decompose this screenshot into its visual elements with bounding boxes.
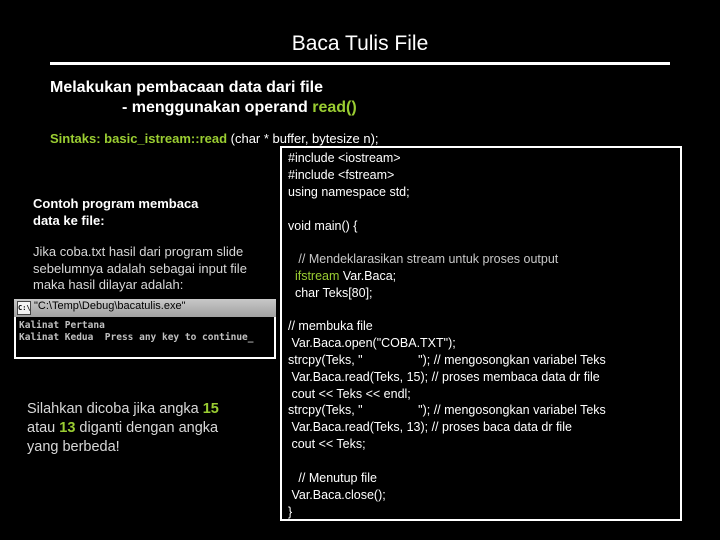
syntax-label: Sintaks: basic_istream::read (50, 131, 228, 146)
code-read-1: Var.Baca.read(Teks, 15); // proses membaca data dr file (288, 370, 600, 384)
code-cout-2: cout << Teks; (288, 437, 366, 451)
silahkan-text (27, 400, 219, 457)
title-divider (50, 62, 670, 65)
code-comment-open: // membuka file (288, 319, 373, 333)
code-cout-1: cout << Teks << endl; (288, 387, 411, 401)
code-read-2: Var.Baca.read(Teks, 13); // proses baca data dr file (288, 420, 572, 434)
code-open: Var.Baca.open("COBA.TXT"); (288, 336, 456, 350)
code-close: Var.Baca.close(); (288, 488, 386, 502)
code-using-namespace: using namespace std; (288, 185, 410, 199)
jika-text (33, 244, 247, 294)
subtitle-line1: Melakukan pembacaan data dari file (50, 79, 323, 96)
silahkan-prefix: Silahkan dicoba jika angka (27, 401, 203, 417)
number-15: 15 (202, 401, 219, 417)
silahkan-line2 (27, 419, 219, 438)
jika-line3: maka hasil dilayar adalah: (33, 277, 184, 292)
code-include-iostream: #include <iostream> (288, 151, 401, 165)
silahkan-line1 (27, 400, 219, 419)
silahkan-line2-suffix: diganti dengan angka (75, 420, 219, 436)
jika-line2: sebelumnya adalah sebagai input file (33, 260, 247, 276)
code-ifstream-decl (288, 268, 396, 285)
syntax-line (50, 131, 379, 146)
slide-title: Baca Tulis File (291, 32, 429, 55)
console-title: "C:\Temp\Debug\bacatulis.exe" (34, 300, 186, 312)
console-window-screenshot (14, 299, 276, 359)
contoh-line2: data ke file: (33, 213, 105, 228)
silahkan-line2-prefix: atau (27, 420, 60, 436)
ifstream-var: Var.Baca; (339, 269, 397, 283)
subtitle-line2 (122, 99, 357, 117)
code-comment-close: // Menutup file (288, 471, 377, 485)
number-13: 13 (59, 420, 76, 436)
silahkan-line3: yang berbeda! (27, 439, 120, 455)
read-operand: read() (312, 99, 357, 116)
code-closing-brace: } (288, 505, 293, 519)
console-output: Kalinat Pertana Kalinat Kedua Press any key to continue_ (16, 317, 274, 357)
syntax-signature: (char * buffer, bytesize n); (227, 131, 379, 146)
subtitle-line2-prefix: - menggunakan operand (122, 99, 313, 116)
code-strcpy-1: strcpy(Teks, " "); // mengosongkan variabel Teks (288, 353, 606, 367)
code-char-decl: char Teks[80]; (288, 286, 373, 300)
jika-line1: Jika coba.txt hasil dari program slide (33, 244, 244, 259)
ifstream-keyword: ifstream (288, 269, 340, 283)
code-strcpy-2: strcpy(Teks, " "); // mengosongkan variabel Teks (288, 403, 606, 417)
contoh-text (33, 195, 198, 229)
code-main-signature: void main() { (288, 219, 358, 233)
console-titlebar (14, 299, 276, 317)
contoh-line1: Contoh program membaca (33, 196, 199, 211)
code-include-fstream: #include <fstream> (288, 168, 395, 182)
console-icon: C:\ (17, 301, 31, 315)
code-comment-declare: // Mendeklarasikan stream untuk proses output (288, 252, 559, 266)
